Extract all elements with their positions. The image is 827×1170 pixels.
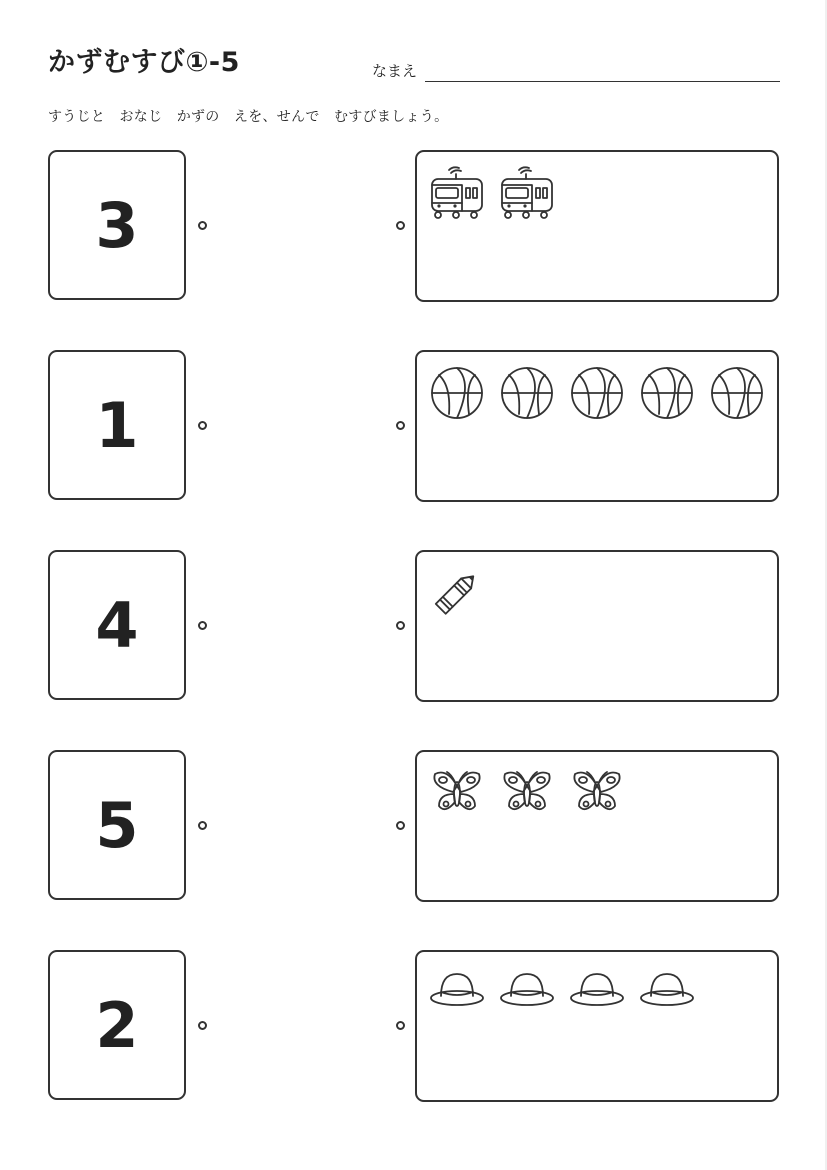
hat-icon <box>429 964 485 1022</box>
butterfly-icon <box>499 764 555 822</box>
ball-icon <box>499 364 555 422</box>
number-card <box>48 950 186 1100</box>
ball-icon <box>569 364 625 422</box>
number-label: 4 <box>95 588 139 662</box>
hat-icon <box>639 964 695 1022</box>
picture-icons <box>429 164 555 222</box>
match-row <box>0 350 827 502</box>
number-card <box>48 150 186 300</box>
butterfly-icon <box>569 764 625 822</box>
page-title: かずむすび①-5 <box>48 47 240 78</box>
ball-icon <box>429 364 485 422</box>
number-label: 2 <box>95 988 139 1062</box>
butterfly-icon <box>429 764 485 822</box>
name-field-line[interactable] <box>425 81 780 82</box>
hat-icon <box>569 964 625 1022</box>
train-icon <box>429 164 485 222</box>
match-row <box>0 550 827 702</box>
right-connect-dot[interactable] <box>396 421 405 430</box>
name-label: なまえ <box>372 62 418 80</box>
picture-card <box>415 750 779 902</box>
left-connect-dot[interactable] <box>198 1021 207 1030</box>
left-connect-dot[interactable] <box>198 821 207 830</box>
picture-icons <box>429 564 485 622</box>
match-row <box>0 150 827 302</box>
picture-card <box>415 550 779 702</box>
match-row <box>0 750 827 902</box>
right-connect-dot[interactable] <box>396 1021 405 1030</box>
instruction-text: すうじと おなじ かずの えを、せんで むすびましょう。 <box>48 109 449 125</box>
right-connect-dot[interactable] <box>396 221 405 230</box>
hat-icon <box>499 964 555 1022</box>
right-connect-dot[interactable] <box>396 821 405 830</box>
left-connect-dot[interactable] <box>198 621 207 630</box>
ball-icon <box>639 364 695 422</box>
ball-icon <box>709 364 765 422</box>
right-connect-dot[interactable] <box>396 621 405 630</box>
train-icon <box>499 164 555 222</box>
picture-card <box>415 950 779 1102</box>
picture-icons <box>429 764 625 822</box>
left-connect-dot[interactable] <box>198 221 207 230</box>
picture-icons <box>429 364 765 422</box>
left-connect-dot[interactable] <box>198 421 207 430</box>
match-row <box>0 950 827 1102</box>
number-card <box>48 350 186 500</box>
number-card <box>48 750 186 900</box>
number-card <box>48 550 186 700</box>
crayon-icon <box>429 564 485 622</box>
number-label: 1 <box>95 388 139 462</box>
number-label: 5 <box>95 788 139 862</box>
picture-card <box>415 350 779 502</box>
picture-icons <box>429 964 695 1022</box>
number-label: 3 <box>95 188 139 262</box>
picture-card <box>415 150 779 302</box>
